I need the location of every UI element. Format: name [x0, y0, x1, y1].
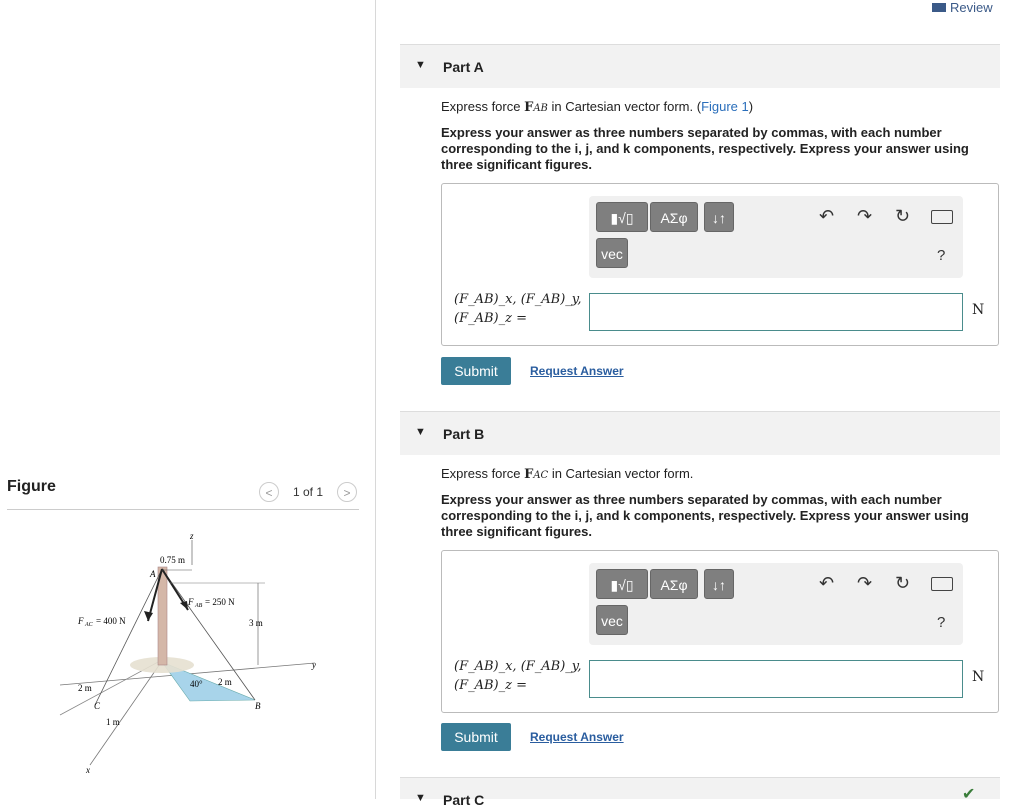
arrows-button[interactable]: ↓↑	[704, 569, 734, 599]
part-b-header[interactable]	[400, 411, 1000, 455]
book-icon	[932, 3, 946, 12]
label-fab-sub: AB	[195, 603, 203, 609]
part-a-title: Part A	[443, 59, 484, 75]
part-a-answer-box	[441, 183, 999, 346]
math-toolbar	[589, 196, 963, 278]
answer-input[interactable]	[589, 293, 963, 331]
collapse-triangle-icon: ▼	[415, 59, 426, 71]
part-a-submit-button[interactable]: Submit	[441, 357, 511, 385]
unit-label: N	[972, 669, 985, 685]
chevron-left-icon: <	[265, 486, 273, 500]
part-c-header[interactable]	[400, 777, 1000, 808]
part-b-answer-box	[441, 550, 999, 713]
part-b-request-answer-link[interactable]: Request Answer	[530, 730, 624, 744]
help-icon[interactable]: ?	[937, 614, 946, 631]
part-c-title: Part C	[443, 792, 485, 808]
figure-link[interactable]: Figure 1	[701, 99, 749, 114]
part-b-instructions: Express your answer as three numbers separated by commas, with each number corresponding to the i, j, and k components, respectively. Express your answer using three significant figures.	[441, 492, 969, 539]
label-fac-val: = 400 N	[96, 616, 126, 626]
equation-label: (F_AB)_x, (F_AB)_y, (F_AB)_z =	[454, 659, 582, 693]
greek-button[interactable]: ΑΣφ	[650, 202, 698, 232]
part-b-title: Part B	[443, 426, 485, 442]
part-a-prompt: Express force FAB in Cartesian vector form. (Figure 1)	[441, 99, 754, 115]
collapse-triangle-icon: ▼	[415, 426, 426, 438]
keyboard-icon[interactable]	[931, 577, 953, 591]
label-x: x	[86, 765, 90, 775]
label-075: 0.75 m	[160, 555, 186, 565]
templates-button[interactable]: ▮√▯	[596, 202, 648, 232]
figure-diagram	[40, 525, 340, 785]
label-fab: F	[188, 597, 194, 607]
keyboard-icon[interactable]	[931, 210, 953, 224]
force-ac-head	[144, 611, 153, 621]
part-b-prompt: Express force FAC in Cartesian vector form.	[441, 466, 694, 482]
redo-icon[interactable]: ↷	[857, 573, 873, 593]
cable-ac	[95, 569, 162, 705]
review-link[interactable]: Review	[932, 0, 993, 15]
help-icon[interactable]: ?	[937, 247, 946, 264]
reset-icon[interactable]: ↻	[895, 206, 911, 226]
chevron-right-icon: >	[343, 486, 351, 500]
templates-button[interactable]: ▮√▯	[596, 569, 648, 599]
redo-icon[interactable]: ↷	[857, 206, 873, 226]
vec-button[interactable]: vec	[596, 605, 628, 635]
part-a-request-answer-link[interactable]: Request Answer	[530, 364, 624, 378]
collapse-triangle-icon: ▼	[415, 792, 426, 804]
vec-button[interactable]: vec	[596, 238, 628, 268]
checkmark-icon: ✔	[962, 786, 976, 803]
part-b-submit-button[interactable]: Submit	[441, 723, 511, 751]
figure-divider	[7, 509, 359, 510]
label-2m-right: 2 m	[218, 677, 232, 687]
undo-icon[interactable]: ↶	[819, 206, 835, 226]
label-a: A	[150, 569, 156, 579]
label-3m: 3 m	[249, 618, 263, 628]
reset-icon[interactable]: ↻	[895, 573, 911, 593]
equation-label: (F_AB)_x, (F_AB)_y, (F_AB)_z =	[454, 292, 582, 326]
label-40deg: 40°	[190, 679, 203, 689]
prev-figure-button[interactable]	[259, 482, 279, 502]
arrows-button[interactable]: ↓↑	[704, 202, 734, 232]
label-b: B	[255, 701, 261, 711]
label-y: y	[312, 660, 316, 670]
unit-label: N	[972, 302, 985, 318]
label-2m-left: 2 m	[78, 683, 92, 693]
greek-button[interactable]: ΑΣφ	[650, 569, 698, 599]
answer-input[interactable]	[589, 660, 963, 698]
next-figure-button[interactable]	[337, 482, 357, 502]
x-axis-line	[90, 661, 162, 765]
figure-title: Figure	[7, 478, 56, 495]
undo-icon[interactable]: ↶	[819, 573, 835, 593]
label-fac-sub: AC	[85, 622, 93, 628]
force-ab-head	[180, 601, 188, 610]
label-fab-val: = 250 N	[205, 597, 235, 607]
label-1m: 1 m	[106, 717, 120, 727]
math-toolbar	[589, 563, 963, 645]
figure-pager: 1 of 1	[293, 485, 324, 499]
label-fac: F	[78, 616, 84, 626]
label-c: C	[94, 701, 101, 711]
part-a-header[interactable]	[400, 44, 1000, 88]
part-a-instructions: Express your answer as three numbers separated by commas, with each number corresponding to the i, j, and k components, respectively. Express your answer using three significant figures.	[441, 125, 969, 172]
label-z: z	[190, 531, 194, 541]
